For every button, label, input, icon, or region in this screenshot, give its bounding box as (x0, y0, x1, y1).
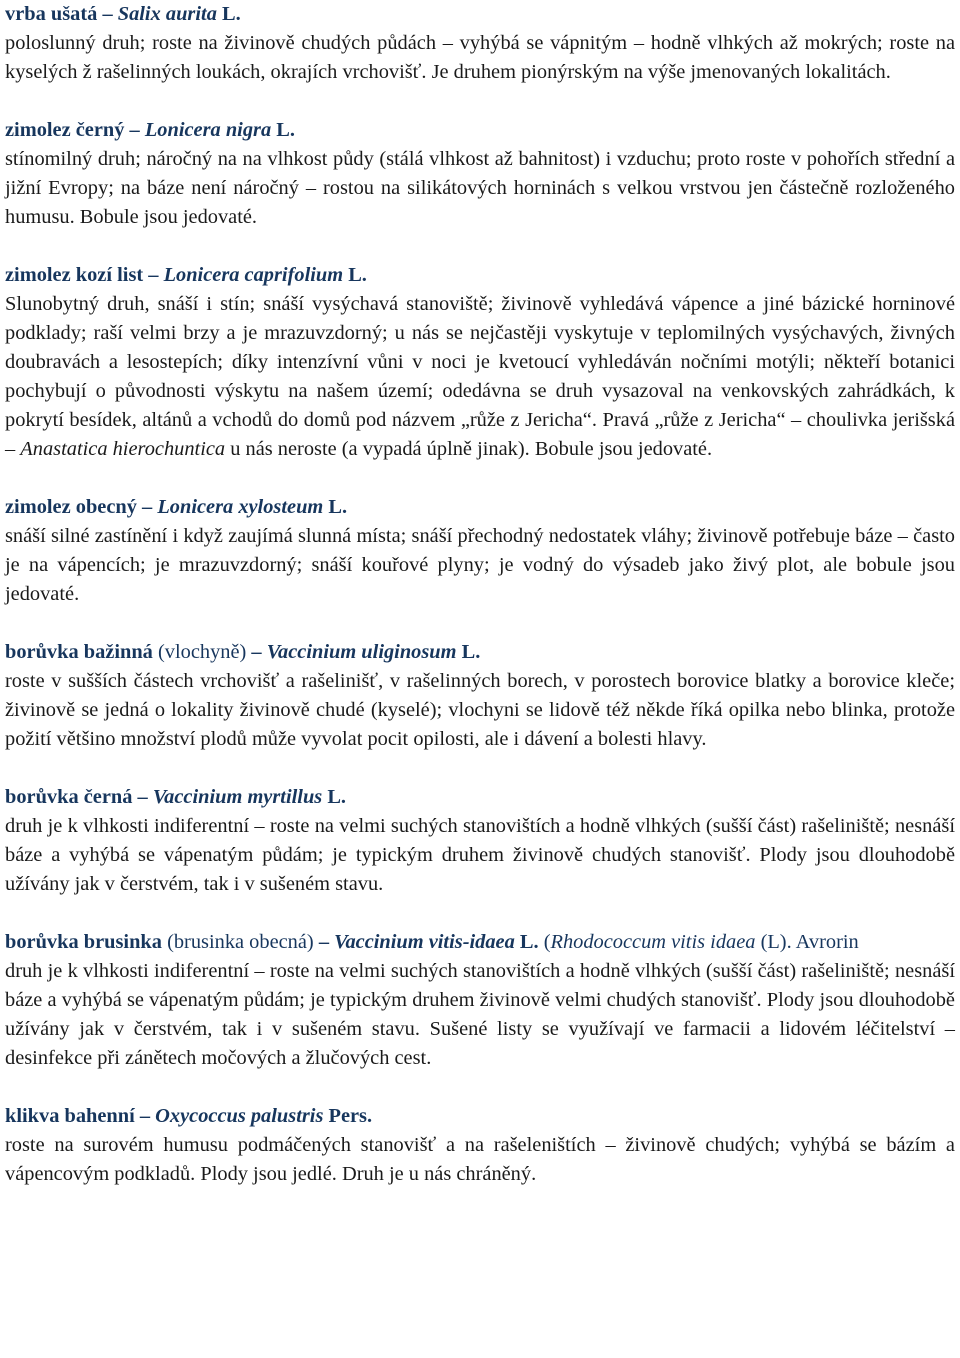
author-abbrev: L. (323, 496, 348, 518)
scientific-name: Lonicera nigra (144, 119, 272, 141)
entry-description: druh je k vlhkosti indiferentní – roste na velmi suchých stanovištích a hodně vlhkých (sušší část) rašeliniště; nesnáší báze a vyhýbá se vápenatým půdám; je typickým druhem živinově chudých stanovišť. Plody jsou dlouhodobě užívány jak v čerstvém, tak i v sušeném stavu. (5, 815, 955, 895)
synonym-scientific-name: Rhodococcum vitis idaea (550, 931, 756, 953)
author-abbrev: L. (514, 931, 539, 953)
entry-heading (5, 1102, 955, 1131)
alternate-name: (brusinka obecná) (161, 931, 314, 953)
entry-heading (5, 638, 955, 667)
scientific-name: Vaccinium vitis-idaea (334, 931, 515, 953)
entry-description: snáší silné zastínění i když zaujímá slunná místa; snáší přechodný nedostatek vláhy; živinově potřebuje báze – často je na vápencích; je mrazuvzdorný; snáší kouřové plyny; je vodný do výsadeb jako živý plot, ale bobule jsou jedovaté. (5, 525, 955, 605)
entry-description: poloslunný druh; roste na živinově chudých půdách – vyhýbá se vápnitým – hodně vlhkých až mokrých; roste na kyselých ž rašelinných loukách, okrajích vrchovišť. Je druhem pionýrským na výše jmenovaných lokalitách. (5, 32, 955, 83)
scientific-name: Lonicera caprifolium (163, 264, 344, 286)
entry-heading (5, 493, 955, 522)
common-name: zimolez kozí list (5, 264, 144, 286)
entry-vaccinium-vitis-idaea (5, 928, 955, 1073)
synonym-open: ( (538, 931, 551, 953)
entry-lonicera-caprifolium (5, 261, 955, 464)
scientific-name-inline: Anastatica hierochuntica (20, 438, 226, 460)
common-name: borůvka bažinná (5, 641, 153, 663)
author-abbrev: Pers. (323, 1105, 373, 1127)
scientific-name: Vaccinium myrtillus (152, 786, 323, 808)
entry-vaccinium-myrtillus (5, 783, 955, 899)
scientific-name: Salix aurita (117, 3, 217, 25)
author-abbrev: L. (456, 641, 481, 663)
dash: – (132, 786, 153, 808)
common-name: vrba ušatá (5, 3, 98, 25)
author-abbrev: L. (216, 3, 241, 25)
entry-description: roste na surovém humusu podmáčených stanovišť a na rašeleništích – živinově chudých; vyhýbá se bázím a vápencovým podkladů. Plody jsou jedlé. Druh je u nás chráněný. (5, 1134, 955, 1185)
dash: – (136, 496, 158, 518)
dash: – (97, 3, 118, 25)
common-name: zimolez černý (5, 119, 125, 141)
entry-heading (5, 261, 955, 290)
common-name: borůvka černá (5, 786, 133, 808)
description-part: u nás neroste (a vypadá úplně jinak). Bobule jsou jedovaté. (225, 438, 713, 460)
dash: – (246, 641, 267, 663)
entry-lonicera-nigra (5, 116, 955, 232)
dash: – (313, 931, 335, 953)
entry-vaccinium-uliginosum (5, 638, 955, 754)
scientific-name: Oxycoccus palustris (155, 1105, 324, 1127)
author-abbrev: L. (343, 264, 367, 286)
common-name: klikva bahenní (5, 1105, 135, 1127)
dash: – (124, 119, 145, 141)
description-part: Slunobytný druh, snáší i stín; snáší vysýchavá stanoviště; živinově vyhledává vápence a jiné bázické horninové podklady; raší velmi brzy a je mrazuvzdorný; u nás se nejčastěji vyskytuje v teplomilných vysýchavých, živných doubravách a lesostepích; díky intenzívní vůni v noci je kvetoucí vyhledáván nočními motýli; někteří botanici pochybují o původnosti výskytu na našem území; odedávna se druh vysazoval na venkovských zahrádkách, k pokrytí besídek, altánů a vchodů do domů pod názvem „růže z Jericha“. Pravá „růže z Jericha“ – choulivka jerišská – (5, 293, 955, 460)
entry-heading (5, 783, 955, 812)
entry-heading (5, 928, 955, 957)
alternate-name: (vlochyně) (152, 641, 247, 663)
document-page (5, 0, 955, 1218)
author-abbrev: L. (271, 119, 295, 141)
entry-heading (5, 116, 955, 145)
common-name: borůvka brusinka (5, 931, 162, 953)
scientific-name: Lonicera xylosteum (157, 496, 324, 518)
entry-description (5, 290, 955, 464)
entry-description: stínomilný druh; náročný na na vlhkost půdy (stálá vlhkost až bahnitost) i vzduchu; proto roste v pohořích střední a jižní Evropy; na báze není náročný – rostou na silikátových horninách s velkou vrstvou jen částečně rozloženého humusu. Bobule jsou jedovaté. (5, 148, 955, 228)
common-name: zimolez obecný (5, 496, 137, 518)
entry-description: roste v sušších částech vrchovišť a rašelinišť, v rašelinných borech, v porostech borovice blatky a borovice kleče; živinově se jedná o lokality živinově chudé (kyselé); vlochyni se lidově též někde říká opilka nebo blinka, protože požití většino množství plodů může vyvolat pocit opilosti, ale i dávení a bolesti hlavy. (5, 670, 955, 750)
scientific-name: Vaccinium uliginosum (266, 641, 457, 663)
entry-lonicera-xylosteum (5, 493, 955, 609)
synonym-author: (L). Avrorin (755, 931, 859, 953)
dash: – (143, 264, 164, 286)
entry-heading (5, 0, 955, 29)
entry-oxycoccus-palustris (5, 1102, 955, 1189)
author-abbrev: L. (322, 786, 347, 808)
entry-description: druh je k vlhkosti indiferentní – roste na velmi suchých stanovištích a hodně vlhkých (sušší část) rašeliniště; nesnáší báze a vyhýbá se vápenatým půdám; je typickým druhem živinově velmi chudých stanovišť. Plody jsou dlouhodobě užívány jak v čerstvém, tak i v sušeném stavu. Sušené listy se využívají ve farmacii a lidovém léčitelství – desinfekce při zánětech močových a žlučových cest. (5, 960, 955, 1069)
entry-salix-aurita (5, 0, 955, 87)
dash: – (134, 1105, 156, 1127)
